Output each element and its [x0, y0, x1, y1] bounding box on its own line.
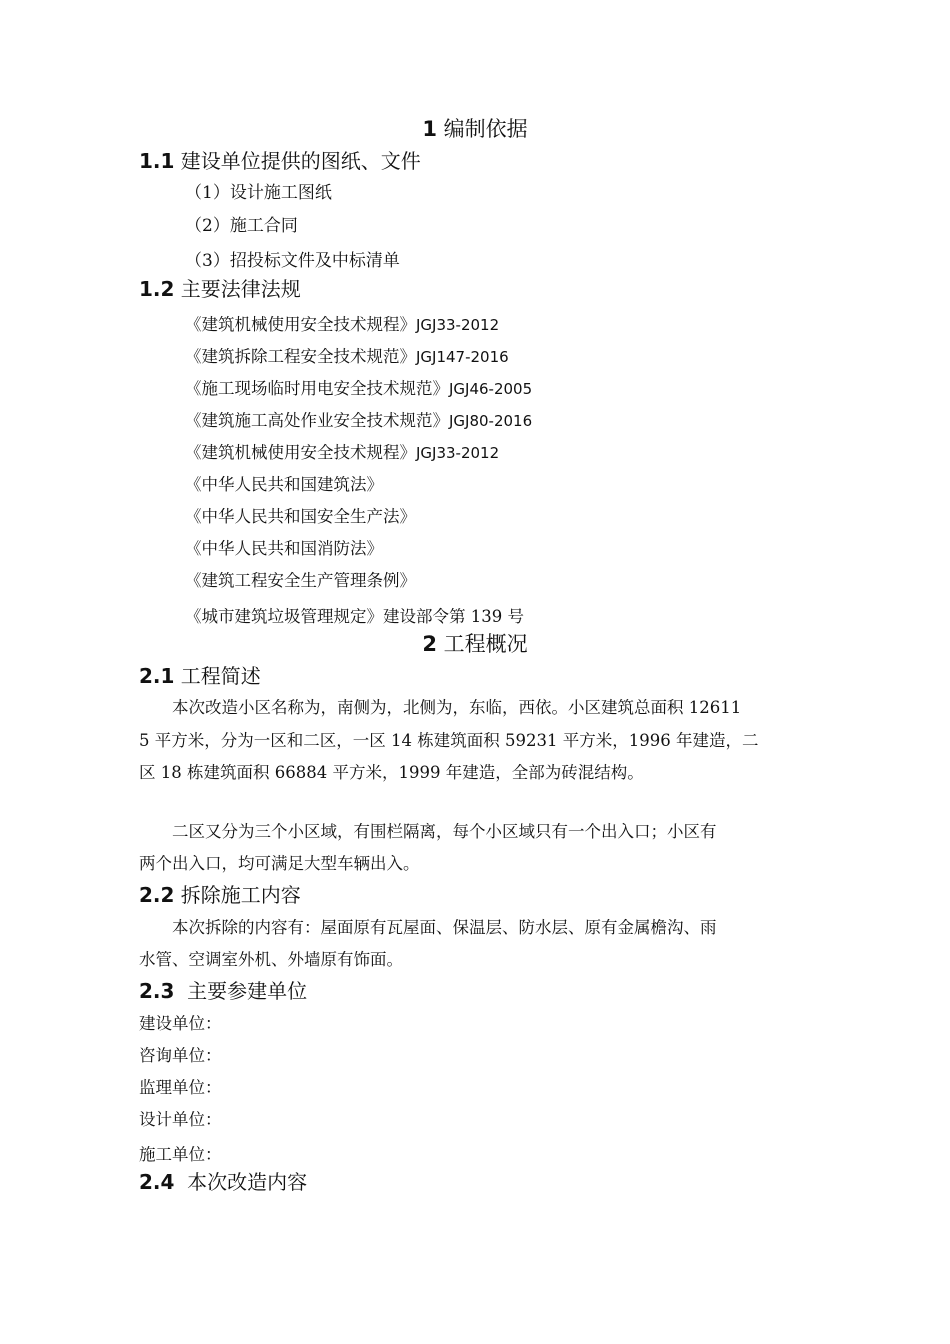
law-item: 《城市建筑垃圾管理规定》建设部令第 139 号 [185, 607, 524, 626]
unit-label: 监理单位： [139, 1078, 222, 1097]
law-item: 《建筑施工高处作业安全技术规范》JGJ80-2016 [185, 411, 533, 430]
list-item: （2）施工合同 [185, 216, 298, 236]
unit-label: 咨询单位： [139, 1046, 222, 1065]
paragraph-line: 5 平方米，分为一区和二区，一区 14 栋建筑面积 59231 平方米，1996 年建造，二 [139, 731, 759, 750]
section-2-1-heading: 2.1 工程简述 [139, 664, 261, 688]
section-1-1-heading: 1.1 建设单位提供的图纸、文件 [139, 149, 421, 173]
section-2-4-heading: 2.4 本次改造内容 [139, 1170, 308, 1194]
unit-label: 设计单位： [139, 1110, 222, 1129]
law-item: 《建筑拆除工程安全技术规范》JGJ147-2016 [185, 347, 509, 366]
section-1-heading: 1 编制依据 [422, 117, 528, 141]
paragraph-line: 区 18 栋建筑面积 66884 平方米，1999 年建造，全部为砖混结构。 [139, 763, 644, 782]
law-item: 《建筑机械使用安全技术规程》JGJ33-2012 [185, 443, 500, 462]
section-1-2-heading: 1.2 主要法律法规 [139, 277, 301, 301]
section-2-heading: 2 工程概况 [422, 632, 528, 656]
law-item: 《中华人民共和国建筑法》 [185, 475, 383, 494]
law-item: 《建筑工程安全生产管理条例》 [185, 571, 416, 590]
paragraph-line: 二区又分为三个小区域，有围栏隔离，每个小区域只有一个出入口；小区有 [172, 822, 717, 841]
law-item: 《中华人民共和国安全生产法》 [185, 507, 416, 526]
law-item: 《中华人民共和国消防法》 [185, 539, 383, 558]
unit-label: 建设单位： [139, 1014, 222, 1033]
unit-label: 施工单位： [139, 1145, 222, 1164]
paragraph-line: 本次拆除的内容有：屋面原有瓦屋面、保温层、防水层、原有金属檐沟、雨 [172, 918, 717, 937]
section-2-2-heading: 2.2 拆除施工内容 [139, 883, 301, 907]
section-2-3-heading: 2.3 主要参建单位 [139, 979, 308, 1003]
list-item: （3）招投标文件及中标清单 [185, 251, 400, 271]
law-item: 《施工现场临时用电安全技术规范》JGJ46-2005 [185, 379, 533, 398]
paragraph-line: 两个出入口，均可满足大型车辆出入。 [139, 854, 420, 873]
paragraph-line: 水管、空调室外机、外墙原有饰面。 [139, 950, 403, 969]
law-item: 《建筑机械使用安全技术规程》JGJ33-2012 [185, 315, 500, 334]
paragraph-line: 本次改造小区名称为，南侧为，北侧为，东临，西依。小区建筑总面积 12611 [172, 698, 742, 717]
list-item: （1）设计施工图纸 [185, 183, 332, 203]
